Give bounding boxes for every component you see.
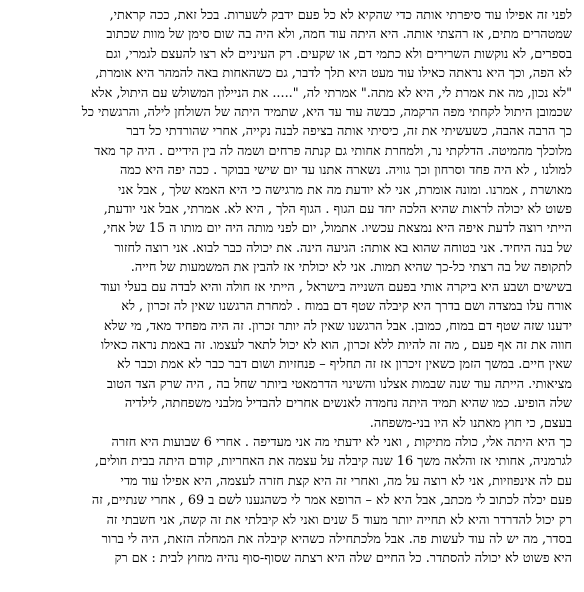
paragraph-1: [18, 6, 572, 433]
text-line: של בנה היחיד. אני בטוחה שהוא בא אותה: הגיעה הינה. את יכולה כבר לבוא. אני רוצה לחזור: [114, 240, 572, 256]
text-line: בשישים ושבע היא ביקרה אותי בפעם השנייה בישראל , הייתי אז חולה והיא לבדה עם בעלי ועוד: [100, 279, 572, 295]
text-line: מלוכלך מהמיטה. הדלקתי נר, ולמחרת אחותי גם קנתה פרחים ושמה לה בין הידיים . היה קר מאד: [94, 143, 572, 159]
text-line: שכמובן היתול לקחתי מפה הרקמה, כבשה עוד עד היא, שתמיד היתה של השולחן לילה, והרגשתי כל: [81, 105, 572, 121]
text-line: פעם יכלה לכתוב לי מכתב, אבל היא לא – הרופא אמר לי כשהגענו לשם ב 69 , אחרי שנתיים, זה: [91, 493, 572, 509]
text-line: לפני זה אפילו עוד סיפרתי אותה כדי שהקיא לא כל פעם ידבק לשערות. בכל זאת, ככה קראתי,: [109, 8, 572, 23]
text-line: עם לה אינפוזיות, אני לא רוצה על מה, ואחרי זה היא קצת חזרה לעצמה, היא אפילו עוד מדי: [120, 473, 572, 489]
text-line: שאין חיים. במשך הזמן כשאין זיכרון אז זה תחליף – פנחזיות ושום דבר כבר לא אמת וכבר לא: [117, 357, 572, 373]
text-line: שמטהרים מתים, אז רהצתי אותה. היא היתה עוד חמה, ולא היה בה שום סימן של מוות שכתוב: [106, 27, 572, 43]
paragraph-2: [18, 433, 572, 569]
text-line: לא הפה, וכך היא נראתה כאילו עוד מעט היא תלך לדבר, גם כשהאחות באה להמהר היא אומרת,: [95, 66, 572, 82]
text-line: רק יכול להדרדר והיא לא תחייה יותר מעוד 5 שנים ואני לא קיבלתי את זה קשה, אני חשבתי זה: [106, 512, 572, 528]
text-line: חווה את זה אף פעם , מה זה להיות ללא זכרון, הוא לא יכול לתאר לעצמו. זה באמת נראה כאילו: [100, 337, 572, 353]
text-line: לגרמניה, אחותי אז והלאה משך 16 שנה קיבלה על עצמה את האחריות, קודם היתה בבית חולים,: [94, 454, 572, 470]
text-line: מאושרת , אמרנו. ומונה אומרת, אני לא יודעת מה את מרגישה כי היא האמא שלך , אבל אני: [117, 182, 572, 198]
text-line: אורח עלו במצדה ושם בדרך היא קיבלה שטף דם במוח . למחרת הרגשנו שאין לה זכרון , לא: [121, 299, 572, 315]
text-line: היא פשוט לא יכולה להסתדר. כל החיים שלה היא רצתה שסוף-סוף נהיה מחוץ לבית : אם רק: [114, 551, 572, 567]
text-line: ידענו שזה שטף דם במוח, כמובן. אבל הרגשנו שאין לה יותר זכרון. זה היה מפחיד מאד, מי שלא: [103, 318, 572, 334]
text-line: בעצם, כי חוץ מאתנו לא היו בני-משפחה.: [369, 415, 572, 431]
text-line: "לא נכון, מה את אמרת לי, היא לא מתה." אמרתי לה, "..... את הניילון המשולש עם היתול, אלא: [90, 85, 572, 101]
text-line: בספרים, לא נוקשות השרירים ולא כתמי דם, או שקעים. רק העיניים לא רצו להעצם לגמרי, וגם: [105, 46, 572, 62]
text-line: כך הרבה אהבה, כשעשיתי את זה, כיסיתי אותה בציפה לבנה נקייה, אחרי שהורדתי כל דבר: [126, 124, 572, 140]
text-line: מציאותי. הייתה עוד שנה שבמות אצלנו והשינוי הדרמאטי ביותר שחל בה , היה שרק הצד הטוב: [106, 376, 572, 392]
text-line: פשוט לא יכולה לראות שהיא הלכה יחד עם הגוף . הגוף הלך , היא לא. אמרתי, אבל אני יודעת,: [103, 202, 572, 218]
text-line: בסדר, מה יש לה עוד לעשות פה. אבל מלכתחילה כשהיא קיבלה את המחלה הזאת, היה לי ברור: [101, 531, 572, 547]
text-line: שלה הופיע. כמו שהיא תמיד היתה נחמדה לאנשים אחרים להבדיל מלבני משפחתה, לילדיה: [124, 396, 572, 412]
text-line: כך היא היתה אלי, כולה מתיקות , ואני לא ידעתי מה אני מעדיפה . אחרי 6 שבועות היא חזרה: [111, 434, 572, 450]
text-line: הייתי רוצה לדעת איפה היא נמצאת עכשיו. אתמול, יום לפני מותה היה יום מותו ה 15 של אחי,: [102, 221, 572, 237]
text-line: לתקופה של בה רצתי כל-כך שהיא תמות. אני לא יכולתי אז להבין את המשמעות של חייה.: [130, 260, 572, 276]
text-line: למולנו , לא היה פחד וסרחון וכך גוויה. נשארה אתנו עד יום שישי בבוקר . ככה יפה היא כמה: [119, 163, 572, 179]
